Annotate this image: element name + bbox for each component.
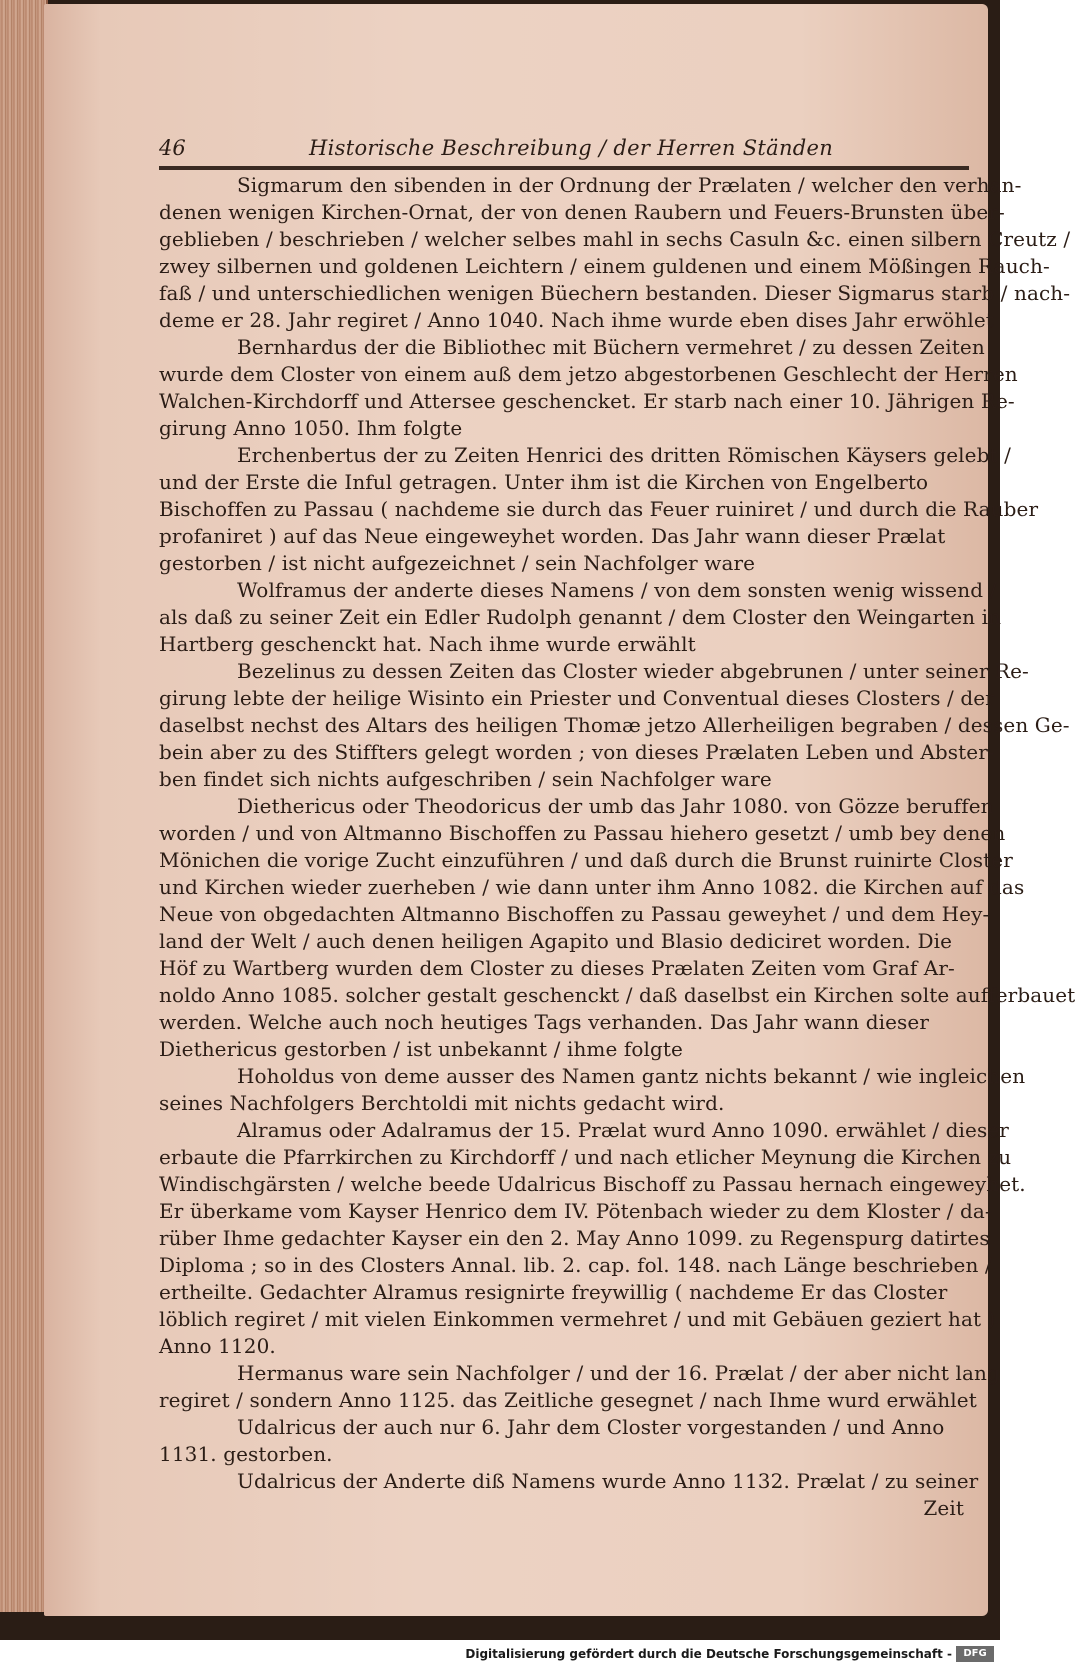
text-line: Diethericus gestorben / ist unbekannt / ihme folgte (159, 1037, 683, 1061)
text-line: girung Anno 1050. Ihm folgte (159, 416, 463, 440)
text-line: Alramus oder Adalramus der 15. Prælat wurd Anno 1090. erwählet / dieser (237, 1118, 1009, 1142)
text-line: Neue von obgedachten Altmanno Bischoffen zu Passau geweyhet / und dem Hey- (159, 902, 990, 926)
book-page-edges (0, 0, 48, 1612)
text-line: und Kirchen wieder zuerheben / wie dann unter ihm Anno 1082. die Kirchen auf das (159, 875, 1025, 899)
text-line: regiret / sondern Anno 1125. das Zeitliche gesegnet / nach Ihme wurd erwählet (159, 1388, 977, 1412)
footer-credit: Digitalisierung gefördert durch die Deutsche Forschungsgemeinschaft - (465, 1647, 952, 1661)
text-line: Hermanus ware sein Nachfolger / und der 16. Prælat / der aber nicht lang (237, 1361, 1000, 1385)
text-line: worden / und von Altmanno Bischoffen zu Passau hiehero gesetzt / umb bey denen (159, 821, 1006, 845)
text-line: ertheilte. Gedachter Alramus resignirte freywillig ( nachdeme Er das Closter (159, 1280, 948, 1304)
text-line: 1131. gestorben. (159, 1442, 333, 1466)
catchword: Zeit (923, 1496, 964, 1520)
text-line: deme er 28. Jahr regiret / Anno 1040. Nach ihme wurde eben dises Jahr erwöhlet (159, 308, 994, 332)
footer-bar (0, 1640, 1000, 1671)
page-number: 46 (159, 136, 186, 160)
text-line: profaniret ) auf das Neue eingeweyhet worden. Das Jahr wann dieser Prælat (159, 524, 946, 548)
text-line: Diethericus oder Theodoricus der umb das Jahr 1080. von Gözze beruffen (237, 794, 994, 818)
text-line: Walchen-Kirchdorff und Attersee geschencket. Er starb nach einer 10. Jährigen Re- (159, 389, 1015, 413)
text-line: denen wenigen Kirchen-Ornat, der von denen Raubern und Feuers-Brunsten über- (159, 200, 1005, 224)
page-header (159, 136, 969, 170)
text-line: gestorben / ist nicht aufgezeichnet / sein Nachfolger ware (159, 551, 756, 575)
text-line: werden. Welche auch noch heutiges Tags verhanden. Das Jahr wann dieser (159, 1010, 930, 1034)
text-line: Bernhardus der die Bibliothec mit Büchern vermehret / zu dessen Zeiten (237, 335, 985, 359)
text-line: zwey silbernen und goldenen Leichtern / einem guldenen und einem Mößingen Rauch- (159, 254, 1050, 278)
text-line: Udalricus der Anderte diß Namens wurde Anno 1132. Prælat / zu seiner (237, 1469, 979, 1493)
text-line: noldo Anno 1085. solcher gestalt geschenckt / daß daselbst ein Kirchen solte aufferbauet (159, 983, 1075, 1007)
text-line: daselbst nechst des Altars des heiligen Thomæ jetzo Allerheiligen begraben / dessen Ge- (159, 713, 1070, 737)
text-line: Bischoffen zu Passau ( nachdeme sie durch das Feuer ruiniret / und durch die Rauber (159, 497, 1039, 521)
text-line: geblieben / beschrieben / welcher selbes mahl in sechs Casuln &c. einen silbern Creutz / (159, 227, 1071, 251)
text-line: Diploma ; so in des Closters Annal. lib. 2. cap. fol. 148. nach Länge beschrieben / (159, 1253, 992, 1277)
text-line: Hartberg geschenckt hat. Nach ihme wurde erwählt (159, 632, 696, 656)
text-line: Bezelinus zu dessen Zeiten das Closter wieder abgebrunen / unter seiner Re- (237, 659, 1029, 683)
text-line: seines Nachfolgers Berchtoldi mit nichts gedacht wird. (159, 1091, 725, 1115)
text-line: land der Welt / auch denen heiligen Agapito und Blasio dediciret worden. Die (159, 929, 953, 953)
text-line: Er überkame vom Kayser Henrico dem IV. Pötenbach wieder zu dem Kloster / da- (159, 1199, 992, 1223)
text-line: Hoholdus von deme ausser des Namen gantz nichts bekannt / wie ingleichen (237, 1064, 1026, 1088)
text-line: Erchenbertus der zu Zeiten Henrici des dritten Römischen Käysers gelebt / (237, 443, 1011, 467)
text-line: ben findet sich nichts aufgeschriben / sein Nachfolger ware (159, 767, 772, 791)
text-line: Sigmarum den sibenden in der Ordnung der Prælaten / welcher den verhan- (237, 173, 1022, 197)
text-line: rüber Ihme gedachter Kayser ein den 2. May Anno 1099. zu Regenspurg datirtes (159, 1226, 990, 1250)
text-line: Windischgärsten / welche beede Udalricus Bischoff zu Passau hernach eingeweyhet. (159, 1172, 1026, 1196)
text-line: wurde dem Closter von einem auß dem jetzo abgestorbenen Geschlecht der Herren (159, 362, 1018, 386)
text-line: Wolframus der anderte dieses Namens / von dem sonsten wenig wissend / (237, 578, 997, 602)
text-line: erbaute die Pfarrkirchen zu Kirchdorff / und nach etlicher Meynung die Kirchen zu (159, 1145, 1012, 1169)
text-line: Mönichen die vorige Zucht einzuführen / und daß durch die Brunst ruinirte Closter (159, 848, 1013, 872)
page-text-block (159, 136, 1075, 1586)
text-line: als daß zu seiner Zeit ein Edler Rudolph genannt / dem Closter den Weingarten in (159, 605, 1002, 629)
text-line: girung lebte der heilige Wisinto ein Priester und Conventual dieses Closters / der (159, 686, 995, 710)
text-line: Anno 1120. (159, 1334, 276, 1358)
text-line: Höf zu Wartberg wurden dem Closter zu dieses Prælaten Zeiten vom Graf Ar- (159, 956, 955, 980)
text-line: löblich regiret / mit vielen Einkommen vermehret / und mit Gebäuen geziert hat ) (159, 1307, 996, 1331)
text-line: Udalricus der auch nur 6. Jahr dem Closter vorgestanden / und Anno (237, 1415, 945, 1439)
dfg-logo: DFG (956, 1646, 994, 1662)
text-line: faß / und unterschiedlichen wenigen Büechern bestanden. Dieser Sigmarus starb / nach- (159, 281, 1071, 305)
body-text (159, 172, 1075, 1495)
book-page (44, 4, 1075, 1616)
text-line: bein aber zu des Stiffters gelegt worden ; von dieses Prælaten Leben und Abster- (159, 740, 995, 764)
text-line: und der Erste die Inful getragen. Unter ihm ist die Kirchen von Engelberto (159, 470, 929, 494)
running-head: Historische Beschreibung / der Herren Ständen (309, 136, 834, 160)
